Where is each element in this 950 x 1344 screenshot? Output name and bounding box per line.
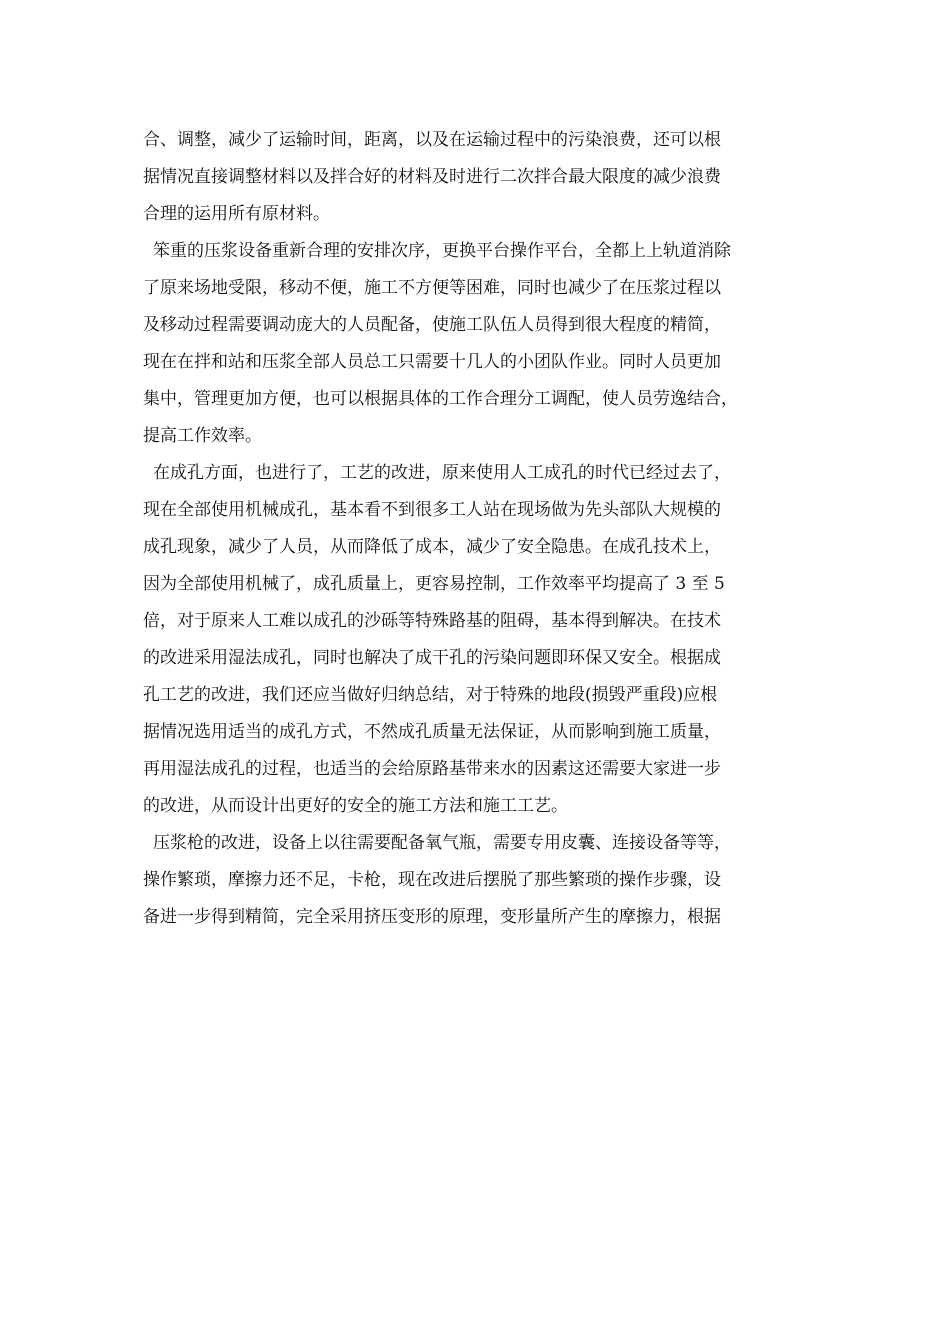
text-line: 的改进采用湿法成孔，同时也解决了成干孔的污染问题即环保又安全。根据成 [143, 648, 721, 668]
text-line: 成孔现象，减少了人员，从而降低了成本，减少了安全隐患。在成孔技术上， [143, 537, 721, 557]
paragraph-start-line: 在成孔方面，也进行了，工艺的改进，原来使用人工成孔的时代已经过去了， [153, 463, 731, 483]
text-line: 集中，管理更加方便，也可以根据具体的工作合理分工调配，使人员劳逸结合， [143, 389, 738, 409]
paragraph-start-line: 压浆枪的改进，设备上以往需要配备氧气瓶，需要专用皮囊、连接设备等等， [153, 833, 731, 853]
text-line: 因为全部使用机械了，成孔质量上，更容易控制，工作效率平均提高了 3 至 5 [143, 574, 725, 594]
text-line: 据情况直接调整材料以及拌合好的材料及时进行二次拌合最大限度的减少浪费 [143, 167, 721, 187]
paragraph-start-line: 笨重的压浆设备重新合理的安排次序，更换平台操作平台，全都上上轨道消除 [153, 241, 731, 261]
text-line: 据情况选用适当的成孔方式，不然成孔质量无法保证，从而影响到施工质量， [143, 722, 721, 742]
text-line: 现在在拌和站和压浆全部人员总工只需要十几人的小团队作业。同时人员更加 [143, 352, 721, 372]
text-line: 了原来场地受限，移动不便，施工不方便等困难，同时也减少了在压浆过程以 [143, 278, 721, 298]
text-line: 再用湿法成孔的过程，也适当的会给原路基带来水的因素这还需要大家进一步 [143, 759, 721, 779]
text-line: 备进一步得到精简，完全采用挤压变形的原理，变形量所产生的摩擦力，根据 [143, 907, 721, 927]
body-text [143, 122, 833, 936]
text-line: 的改进，从而设计出更好的安全的施工方法和施工工艺。 [143, 796, 568, 816]
text-line: 合理的运用所有原材料。 [143, 204, 330, 224]
text-line: 提高工作效率。 [143, 426, 262, 446]
text-line: 倍，对于原来人工难以成孔的沙砾等特殊路基的阻碍，基本得到解决。在技术 [143, 611, 721, 631]
text-line: 操作繁琐，摩擦力还不足，卡枪，现在改进后摆脱了那些繁琐的操作步骤，设 [143, 870, 721, 890]
text-line: 及移动过程需要调动庞大的人员配备，使施工队伍人员得到很大程度的精简， [143, 315, 721, 335]
text-line: 孔工艺的改进，我们还应当做好归纳总结，对于特殊的地段(损毁严重段)应根 [143, 685, 718, 705]
text-line: 现在全部使用机械成孔，基本看不到很多工人站在现场做为先头部队大规模的 [143, 500, 721, 520]
text-line: 合、调整，减少了运输时间，距离，以及在运输过程中的污染浪费，还可以根 [143, 130, 721, 150]
